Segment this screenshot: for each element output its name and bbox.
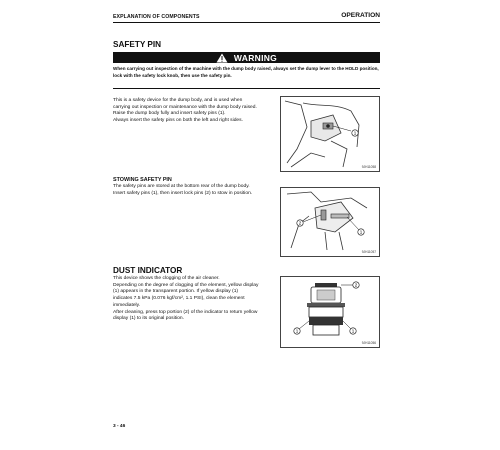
- dust-line: After cleaning, press top portion (2) of the indicator to return yellow: [113, 309, 258, 315]
- callout-1: 1: [353, 130, 357, 136]
- warning-triangle-icon: [216, 53, 228, 63]
- callout-1: 1: [359, 229, 363, 235]
- figure-code: 9JH11056: [361, 341, 376, 345]
- warning-label: WARNING: [233, 52, 278, 63]
- dust-indicator-title: DUST INDICATOR: [113, 266, 183, 275]
- stowing-body: [113, 184, 288, 197]
- header-rule: [113, 22, 380, 23]
- section-header: EXPLANATION OF COMPONENTS: [113, 14, 200, 20]
- callout-1: 1: [295, 328, 299, 334]
- page-number: 3 - 46: [113, 424, 126, 429]
- stowing-figure: [280, 187, 380, 257]
- stowing-title: STOWING SAFETY PIN: [113, 177, 172, 183]
- dust-line: Depending on the degree of clogging of the element, yellow display: [113, 282, 259, 288]
- figure-code: 9JH11058: [361, 165, 376, 169]
- safety-pin-title: SAFETY PIN: [113, 40, 162, 49]
- warning-rule: [113, 88, 380, 89]
- dust-indicator-body: [113, 276, 267, 323]
- dust-line: This device shows the clogging of the air cleaner.: [113, 276, 220, 281]
- safety-pin-line: carrying out inspection or maintenance with the dump body raised.: [113, 104, 257, 110]
- dust-line: display (1) to its original position.: [113, 316, 184, 322]
- dust-indicator-illustration: [281, 277, 379, 347]
- dust-indicator-figure: [280, 276, 380, 348]
- warning-text: When carrying out inspection of the machine with the dump body raised, always set the dump lever to the HOLD position, lock with the safety lock knob, then use the safety pin.: [113, 66, 379, 78]
- safety-pin-body: [113, 98, 273, 125]
- callout-1: 1: [351, 328, 355, 334]
- safety-pin-figure: [280, 96, 380, 172]
- callout-2: 2: [354, 282, 358, 288]
- stowing-illustration: [281, 188, 379, 256]
- callout-2: 2: [298, 220, 302, 226]
- dust-line: indicates 7.5 kPa (0.076 kgf/cm², 1.1 PSI), clean the element: [113, 296, 245, 302]
- safety-pin-line: Always insert the safety pins on both the left and right sides.: [113, 118, 243, 124]
- safety-pin-illustration: [281, 97, 379, 171]
- stowing-line: Insert safety pins (1), then insert lock pins (2) to stow in position.: [113, 190, 253, 196]
- stowing-line: The safety pins are stored at the bottom rear of the dump body.: [113, 184, 250, 189]
- safety-pin-line: Raise the dump body fully and insert safety pins (1).: [113, 111, 226, 117]
- safety-pin-line: This is a safety device for the dump body, and is used when: [113, 98, 243, 103]
- dust-line: (1) appears in the transparent portion. If yellow display (1): [113, 289, 239, 295]
- warning-banner: [113, 52, 380, 63]
- dust-line: immediately.: [113, 302, 141, 308]
- chapter-header: OPERATION: [341, 12, 380, 19]
- figure-code: 9JH11057: [361, 250, 376, 254]
